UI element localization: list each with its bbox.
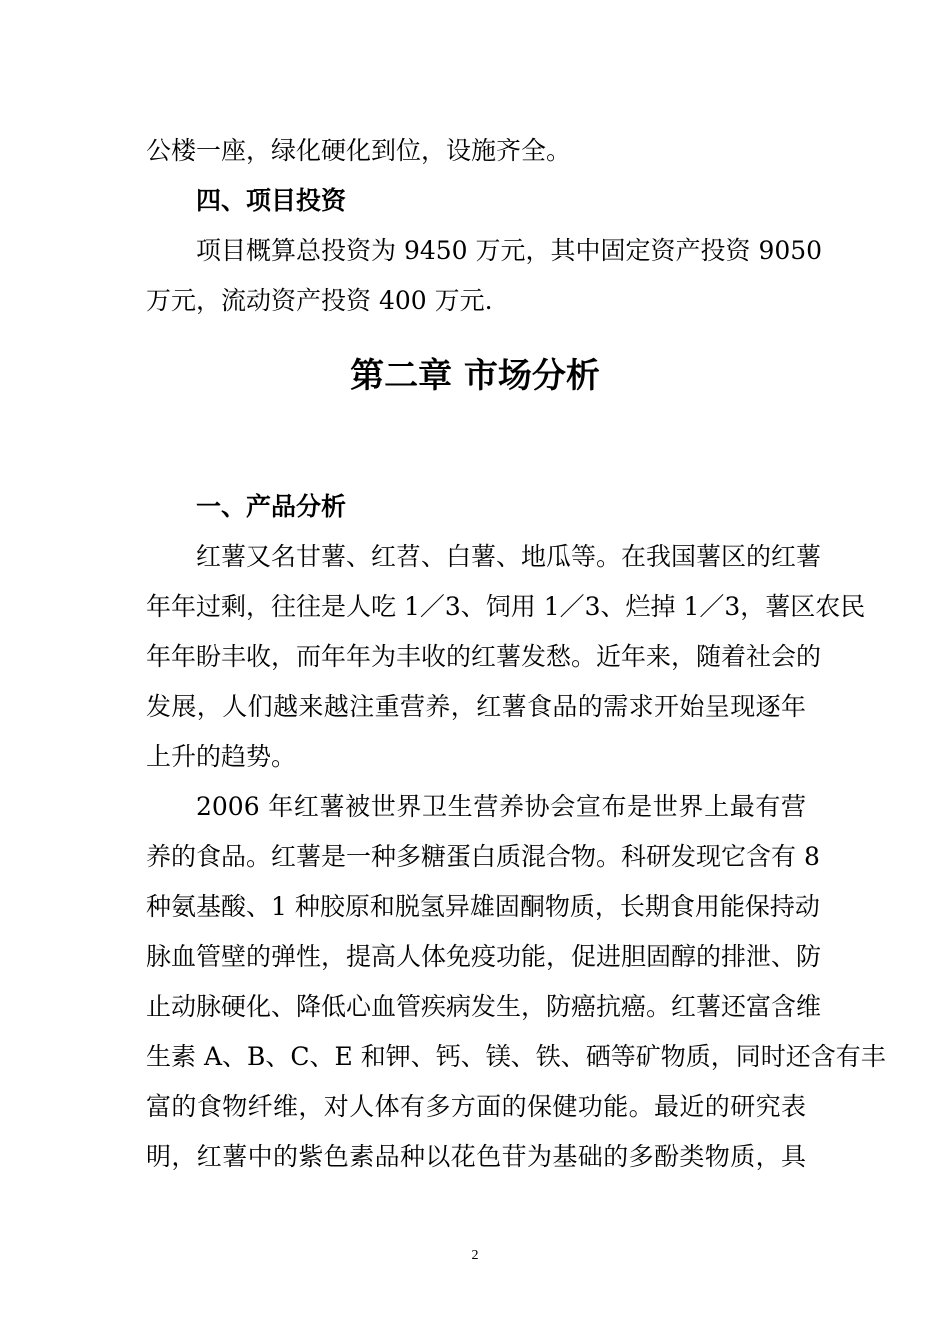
text-line: 养的食品。红薯是一种多糖蛋白质混合物。科研发现它含有 8	[146, 842, 820, 871]
text-line: 年年过剩，往往是人吃 1／3、饲用 1／3、烂掉 1／3，薯区农民	[146, 592, 866, 621]
text-line: 明，红薯中的紫色素品种以花色苷为基础的多酚类物质，具	[146, 1142, 806, 1171]
text-line: 万元，流动资产投资 400 万元.	[146, 286, 493, 315]
page-number: 2	[471, 1248, 479, 1263]
text-line: 脉血管壁的弹性，提高人体免疫功能，促进胆固醇的排泄、防	[146, 942, 822, 971]
text-line: 公楼一座，绿化硬化到位，设施齐全。	[146, 136, 572, 165]
section-heading-investment: 四、项目投资	[196, 186, 347, 215]
text-line: 生素 A、B、C、E 和钾、钙、镁、铁、硒等矿物质，同时还含有丰	[146, 1042, 886, 1071]
text-line: 红薯又名甘薯、红苕、白薯、地瓜等。在我国薯区的红薯	[196, 542, 822, 571]
text-line: 2006 年红薯被世界卫生营养协会宣布是世界上最有营	[196, 792, 806, 821]
chapter-title: 第二章 市场分析	[350, 356, 600, 396]
text-line: 年年盼丰收，而年年为丰收的红薯发愁。近年来，随着社会的	[146, 642, 822, 671]
text-line: 种氨基酸、1 种胶原和脱氢异雄固酮物质，长期食用能保持动	[146, 892, 820, 921]
text-line: 富的食物纤维，对人体有多方面的保健功能。最近的研究表	[146, 1092, 806, 1121]
text-line: 上升的趋势。	[146, 742, 297, 771]
section-heading-product-analysis: 一、产品分析	[196, 492, 347, 521]
text-line: 项目概算总投资为 9450 万元，其中固定资产投资 9050	[196, 236, 823, 265]
text-line: 止动脉硬化、降低心血管疾病发生，防癌抗癌。红薯还富含维	[146, 992, 822, 1021]
text-line: 发展，人们越来越注重营养，红薯食品的需求开始呈现逐年	[146, 692, 806, 721]
